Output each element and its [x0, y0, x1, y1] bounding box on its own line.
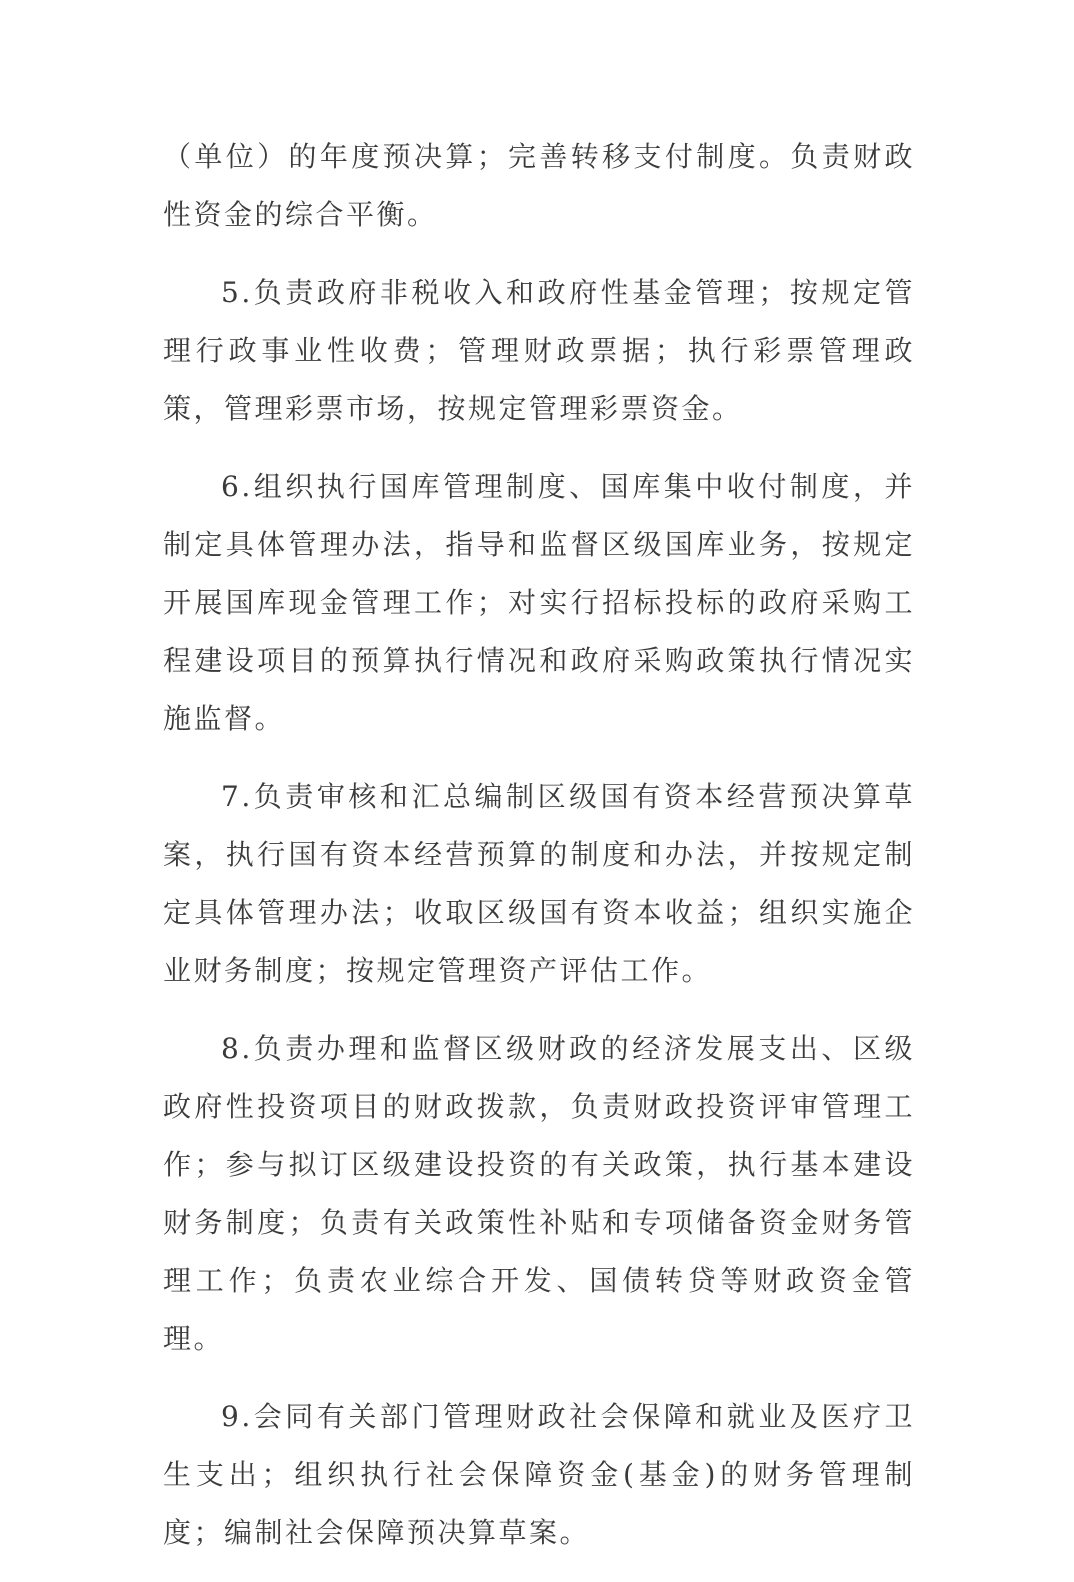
paragraph-item-5: 5.负责政府非税收入和政府性基金管理；按规定管理行政事业性收费；管理财政票据；执行彩票管理政策，管理彩票市场，按规定管理彩票资金。	[163, 276, 915, 425]
paragraph-item-9: 9.会同有关部门管理财政社会保障和就业及医疗卫生支出；组织执行社会保障资金(基金)的财务管理制度；编制社会保障预决算草案。	[163, 1400, 915, 1549]
paragraph-item-6: 6.组织执行国库管理制度、国库集中收付制度，并制定具体管理办法，指导和监督区级国库业务，按规定开展国库现金管理工作；对实行招标投标的政府采购工程建设项目的预算执行情况和政府采购政策执行情况实施监督。	[163, 470, 915, 735]
paragraph-item-8: 8.负责办理和监督区级财政的经济发展支出、区级政府性投资项目的财政拨款，负责财政投资评审管理工作；参与拟订区级建设投资的有关政策，执行基本建设财务制度；负责有关政策性补贴和专项储备资金财务管理工作；负责农业综合开发、国债转贷等财政资金管理。	[163, 1032, 915, 1355]
paragraph-continued: （单位）的年度预决算；完善转移支付制度。负责财政性资金的综合平衡。	[163, 140, 915, 231]
paragraph-item-7: 7.负责审核和汇总编制区级国有资本经营预决算草案，执行国有资本经营预算的制度和办法，并按规定制定具体管理办法；收取区级国有资本收益；组织实施企业财务制度；按规定管理资产评估工作。	[163, 780, 915, 987]
document-body	[163, 128, 915, 1582]
